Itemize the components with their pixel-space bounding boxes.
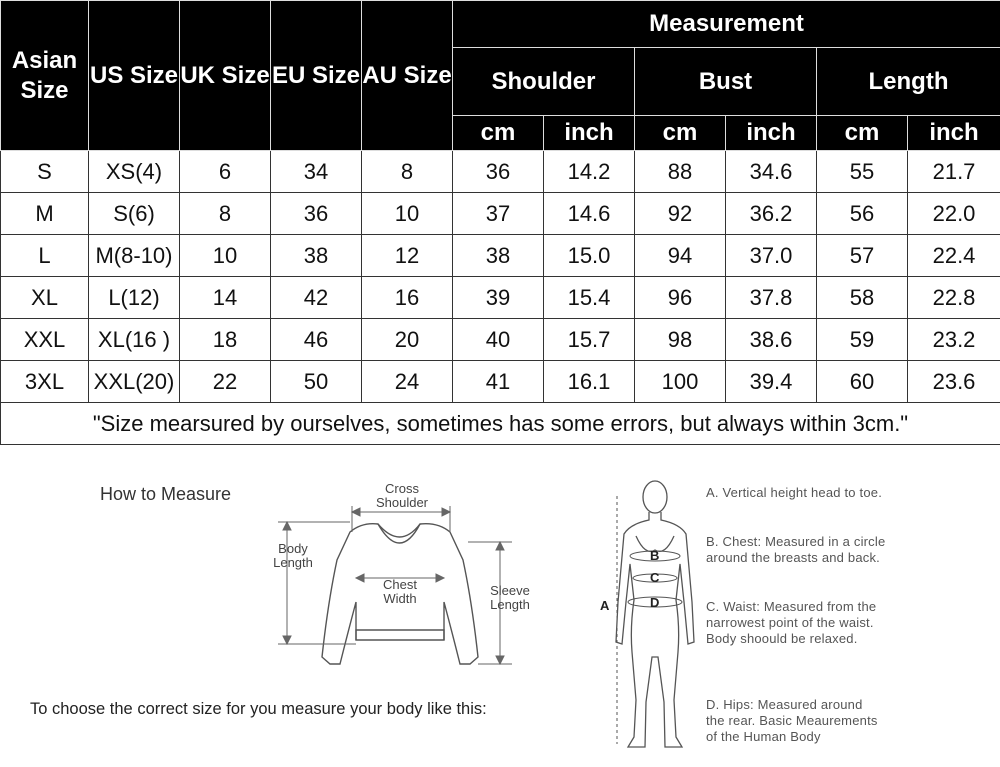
table-row: [1, 361, 1000, 403]
cell-bust-cm: 98: [635, 319, 726, 361]
measure-b-text: B. Chest: Measured in a circle around the breasts and back.: [706, 534, 886, 565]
measure-c-text: C. Waist: Measured from the narrowest point of the waist. Body shoould be relaxed.: [706, 599, 877, 646]
cell-bust-inch: 37.0: [726, 235, 817, 277]
table-row: [1, 319, 1000, 361]
cell-bust-inch: 38.6: [726, 319, 817, 361]
letter-a-icon: A: [600, 598, 610, 613]
header-measurement: Measurement: [453, 1, 1000, 48]
cell-au-size: 16: [362, 277, 453, 319]
table-row: [1, 151, 1000, 193]
cell-asian-size: M: [1, 193, 89, 235]
how-to-measure-title: How to Measure: [100, 484, 232, 504]
cell-bust-inch: 36.2: [726, 193, 817, 235]
header-unit-inch: inch: [726, 116, 817, 151]
cell-eu-size: 34: [271, 151, 362, 193]
cell-length-inch: 22.8: [908, 277, 1000, 319]
body-length-label: Body Length: [273, 541, 313, 570]
cell-us-size: XS(4): [89, 151, 180, 193]
header-eu-size: EU Size: [271, 1, 362, 151]
cell-shoulder-inch: 15.7: [544, 319, 635, 361]
table-row: [1, 235, 1000, 277]
cell-au-size: 10: [362, 193, 453, 235]
letter-d-icon: D: [650, 595, 660, 610]
cell-length-cm: 58: [817, 277, 908, 319]
cell-bust-cm: 94: [635, 235, 726, 277]
cross-shoulder-label: Cross Shoulder: [375, 481, 429, 510]
cell-uk-size: 10: [180, 235, 271, 277]
cell-us-size: XXL(20): [89, 361, 180, 403]
cell-length-cm: 57: [817, 235, 908, 277]
cell-uk-size: 8: [180, 193, 271, 235]
cell-length-inch: 23.2: [908, 319, 1000, 361]
cell-uk-size: 22: [180, 361, 271, 403]
cell-eu-size: 50: [271, 361, 362, 403]
cell-bust-cm: 100: [635, 361, 726, 403]
header-length: Length: [817, 48, 1000, 116]
header-unit-cm: cm: [635, 116, 726, 151]
measurement-guide: [0, 452, 1000, 767]
header-us-size: US Size: [89, 1, 180, 151]
cell-eu-size: 36: [271, 193, 362, 235]
header-uk-size: UK Size: [180, 1, 271, 151]
cell-eu-size: 38: [271, 235, 362, 277]
cell-shoulder-cm: 37: [453, 193, 544, 235]
header-shoulder: Shoulder: [453, 48, 635, 116]
cell-length-cm: 55: [817, 151, 908, 193]
letter-b-icon: B: [650, 548, 660, 563]
cell-length-cm: 56: [817, 193, 908, 235]
sleeve-length-label: Sleeve Length: [490, 583, 530, 612]
cell-shoulder-inch: 14.6: [544, 193, 635, 235]
cell-shoulder-inch: 16.1: [544, 361, 635, 403]
cell-eu-size: 46: [271, 319, 362, 361]
letter-c-icon: C: [650, 570, 660, 585]
cell-shoulder-cm: 38: [453, 235, 544, 277]
cell-length-inch: 23.6: [908, 361, 1000, 403]
table-row: [1, 277, 1000, 319]
cell-length-inch: 22.0: [908, 193, 1000, 235]
cell-asian-size: XL: [1, 277, 89, 319]
cell-au-size: 24: [362, 361, 453, 403]
header-asian-size: Asian Size: [1, 1, 89, 151]
cell-length-cm: 59: [817, 319, 908, 361]
chest-width-label: Chest Width: [383, 577, 417, 606]
human-body-outline-icon: [616, 481, 694, 747]
cell-shoulder-cm: 39: [453, 277, 544, 319]
cell-asian-size: XXL: [1, 319, 89, 361]
choose-size-instruction: To choose the correct size for you measure your body like this:: [30, 700, 487, 718]
measure-d-text: D. Hips: Measured around the rear. Basic Meaurements of the Human Body: [706, 697, 878, 744]
cell-bust-inch: 34.6: [726, 151, 817, 193]
header-au-size: AU Size: [362, 1, 453, 151]
cell-length-inch: 21.7: [908, 151, 1000, 193]
cell-eu-size: 42: [271, 277, 362, 319]
cell-us-size: L(12): [89, 277, 180, 319]
cell-us-size: XL(16 ): [89, 319, 180, 361]
cell-uk-size: 14: [180, 277, 271, 319]
cell-shoulder-inch: 14.2: [544, 151, 635, 193]
cell-au-size: 20: [362, 319, 453, 361]
cell-bust-cm: 96: [635, 277, 726, 319]
cell-uk-size: 18: [180, 319, 271, 361]
cell-au-size: 8: [362, 151, 453, 193]
cell-shoulder-inch: 15.0: [544, 235, 635, 277]
header-unit-cm: cm: [817, 116, 908, 151]
cell-us-size: M(8-10): [89, 235, 180, 277]
cell-length-inch: 22.4: [908, 235, 1000, 277]
cell-us-size: S(6): [89, 193, 180, 235]
cell-length-cm: 60: [817, 361, 908, 403]
cell-shoulder-cm: 40: [453, 319, 544, 361]
header-bust: Bust: [635, 48, 817, 116]
cell-shoulder-cm: 41: [453, 361, 544, 403]
cell-asian-size: L: [1, 235, 89, 277]
cell-asian-size: S: [1, 151, 89, 193]
cell-bust-inch: 39.4: [726, 361, 817, 403]
measurement-note: "Size mearsured by ourselves, sometimes has some errors, but always within 3cm.": [1, 403, 1000, 445]
table-row: [1, 193, 1000, 235]
header-unit-cm: cm: [453, 116, 544, 151]
cell-shoulder-inch: 15.4: [544, 277, 635, 319]
cell-bust-cm: 88: [635, 151, 726, 193]
header-unit-inch: inch: [544, 116, 635, 151]
cell-au-size: 12: [362, 235, 453, 277]
measure-a-text: A. Vertical height head to toe.: [706, 485, 883, 500]
cell-bust-inch: 37.8: [726, 277, 817, 319]
header-unit-inch: inch: [908, 116, 1000, 151]
cell-asian-size: 3XL: [1, 361, 89, 403]
cell-uk-size: 6: [180, 151, 271, 193]
cell-bust-cm: 92: [635, 193, 726, 235]
cell-shoulder-cm: 36: [453, 151, 544, 193]
